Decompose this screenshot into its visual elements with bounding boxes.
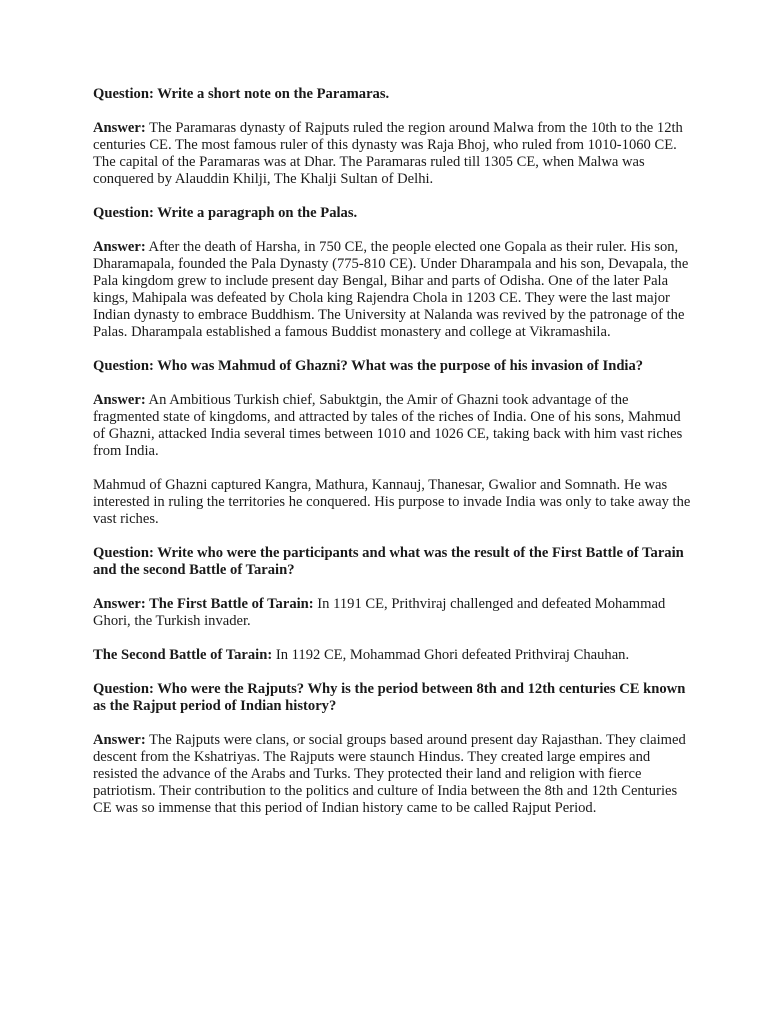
- answer-text: An Ambitious Turkish chief, Sabuktgin, the Amir of Ghazni took advantage of the fragmented state of kingdoms, and attracted by tales of the riches of India. One of his sons, Mahmud of Ghazni, attacked India several times between 1010 and 1026 CE, taking back with him vast riches from India.: [93, 392, 683, 459]
- answer-rajputs: [93, 732, 694, 817]
- answer-mahmud: [93, 392, 694, 460]
- second-battle-label: The Second Battle of Tarain:: [93, 647, 273, 663]
- paragraph-mahmud-captures: Mahmud of Ghazni captured Kangra, Mathura, Kannauj, Thanesar, Gwalior and Somnath. He was interested in ruling the territories he conquered. His purpose to invade India was only to take away the vast riches.: [93, 477, 691, 527]
- answer-label: Answer: The First Battle of Tarain:: [93, 596, 314, 612]
- answer-label: Answer:: [93, 732, 146, 748]
- answer-text: After the death of Harsha, in 750 CE, the people elected one Gopala as their ruler. His son, Dharamapala, founded the Pala Dynasty (775-810 CE). Under Dharampala and his son, Devapala, the Pala kingdom grew to include present day Bengal, Bihar and parts of Odisha. One of the later Pala kings, Mahipala was defeated by Chola king Rajendra Chola in 1203 CE. They were the last major Indian dynasty to embrace Buddhism. The University at Nalanda was revived by the patronage of the Palas. Dharampala established a famous Buddist monastery and college at Vikramashila.: [93, 239, 689, 340]
- answer-label: Answer:: [93, 120, 146, 136]
- answer-text: The Rajputs were clans, or social groups based around present day Rajasthan. They claimed descent from the Kshatriyas. The Rajputs were staunch Hindus. They created large empires and resisted the advance of the Arabs and Turks. They protected their land and religion with fierce patriotism. Their contribution to the politics and culture of India between the 8th and 12th Centuries CE was so immense that this period of Indian history came to be called Rajput Period.: [93, 732, 686, 816]
- question-tarain: Question: Write who were the participants and what was the result of the First Battle of Tarain and the second Battle of Tarain?: [93, 545, 684, 578]
- answer-palas: [93, 239, 694, 341]
- answer-label: Answer:: [93, 392, 146, 408]
- question-palas: Question: Write a paragraph on the Palas.: [93, 205, 358, 221]
- second-battle-text: In 1192 CE, Mohammad Ghori defeated Prithviraj Chauhan.: [272, 647, 630, 663]
- question-paramaras: Question: Write a short note on the Paramaras.: [93, 86, 390, 102]
- answer-paramaras: [93, 120, 694, 188]
- question-mahmud: Question: Who was Mahmud of Ghazni? What was the purpose of his invasion of India?: [93, 358, 644, 374]
- answer-text: The Paramaras dynasty of Rajputs ruled the region around Malwa from the 10th to the 12th centuries CE. The most famous ruler of this dynasty was Raja Bhoj, who ruled from 1010-1060 CE. The capital of the Paramaras was at Dhar. The Paramaras ruled till 1305 CE, when Malwa was conquered by Alauddin Khilji, The Khalji Sultan of Delhi.: [93, 120, 683, 187]
- answer-first-battle: [93, 596, 694, 630]
- question-rajputs: Question: Who were the Rajputs? Why is the period between 8th and 12th centuries CE known as the Rajput period of Indian history?: [93, 681, 686, 714]
- answer-label: Answer:: [93, 239, 146, 255]
- answer-second-battle: [93, 647, 694, 664]
- answer-text: In 1191 CE, Prithviraj challenged and defeated Mohammad Ghori, the Turkish invader.: [93, 596, 666, 629]
